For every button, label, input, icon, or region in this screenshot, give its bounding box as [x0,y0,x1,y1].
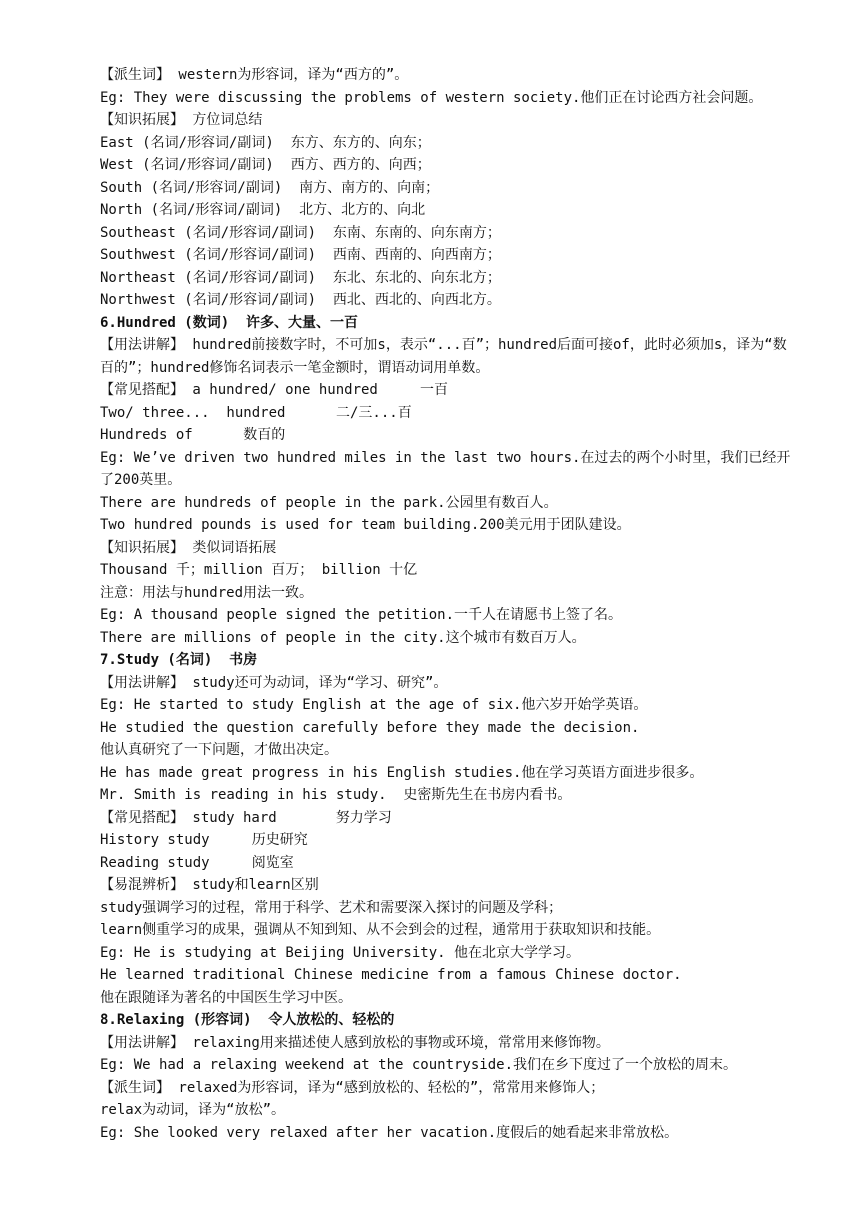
text-line: relax为动词，译为“放松”。 [100,1102,286,1118]
text-line: History study 历史研究 [100,832,308,848]
section-heading: 6.Hundred (数词) 许多、大量、一百 [100,314,359,331]
text-line: Eg: They were discussing the problems of western society.他们正在讨论西方社会问题。 [100,89,763,106]
text-line: South (名词/形容词/副词) 南方、南方的、向南； [100,179,440,196]
text-paragraph: 【用法讲解】 hundred前接数字时，不可加s，表示“...百”；hundred后面可接of，此时必须加s，译为“数百的”；hundred修饰名词表示一笔金额时，谓语动词用单数。 [100,337,787,376]
text-line: 【派生词】 relaxed为形容词，译为“感到放松的、轻松的”，常常用来修饰人； [100,1079,605,1096]
text-line: 【易混辨析】 study和learn区别 [100,877,319,893]
text-line: West (名词/形容词/副词) 西方、西方的、向西； [100,157,431,173]
text-line: Eg: He started to study English at the age of six.他六岁开始学英语。 [100,697,648,713]
text-line: Two/ three... hundred 二/三...百 [100,404,412,421]
text-line: Northwest (名词/形容词/副词) 西北、西北的、向西北方。 [100,292,501,308]
text-paragraph: Eg: We’ve driven two hundred miles in the last two hours.在过去的两个小时里，我们已经开了200英里。 [100,449,791,488]
text-line: 【常见搭配】 study hard 努力学习 [100,809,392,826]
text-line: He has made great progress in his English studies.他在学习英语方面进步很多。 [100,764,704,781]
text-line: North (名词/形容词/副词) 北方、北方的、向北 [100,202,426,218]
section-heading: 8.Relaxing (形容词) 令人放松的、轻松的 [100,1012,395,1028]
text-line: Eg: A thousand people signed the petition.一千人在请愿书上签了名。 [100,607,623,623]
text-line: 【派生词】 western为形容词，译为“西方的”。 [100,67,409,83]
text-line: Eg: We had a relaxing weekend at the countryside.我们在乡下度过了一个放松的周末。 [100,1057,738,1073]
text-line: He studied the question carefully before they made the decision. [100,719,640,736]
text-line: learn侧重学习的成果，强调从不知到知、从不会到会的过程，通常用于获取知识和技能。 [100,922,661,938]
text-line: 他在跟随译为著名的中国医生学习中医。 [100,989,352,1006]
text-line: Hundreds of 数百的 [100,427,286,443]
text-line: study强调学习的过程，常用于科学、艺术和需要深入探讨的问题及学科； [100,899,563,916]
text-line: 【用法讲解】 study还可为动词，译为“学习、研究”。 [100,674,448,691]
text-line: Two hundred pounds is used for team building.200美元用于团队建设。 [100,517,631,533]
text-line: There are millions of people in the city.这个城市有数百万人。 [100,629,586,646]
text-line: Southeast (名词/形容词/副词) 东南、东南的、向东南方； [100,224,501,241]
text-line: Eg: She looked very relaxed after her vacation.度假后的她看起来非常放松。 [100,1124,679,1141]
text-line: Reading study 阅览室 [100,854,294,871]
text-line: 【常见搭配】 a hundred/ one hundred 一百 [100,382,449,398]
section-heading: 7.Study (名词) 书房 [100,652,258,668]
text-line: He learned traditional Chinese medicine from a famous Chinese doctor. [100,967,682,983]
text-line: 【用法讲解】 relaxing用来描述使人感到放松的事物或环境，常常用来修饰物。 [100,1034,610,1051]
document-body [100,64,800,1144]
text-line: 【知识拓展】 类似词语拓展 [100,539,277,556]
text-line: 他认真研究了一下问题，才做出决定。 [100,742,338,758]
text-line: Thousand 千；million 百万； billion 十亿 [100,562,418,578]
text-line: Mr. Smith is reading in his study. 史密斯先生在书房内看书。 [100,787,572,803]
text-line: Southwest (名词/形容词/副词) 西南、西南的、向西南方； [100,247,501,263]
text-line: 注意：用法与hundred用法一致。 [100,584,314,601]
text-line: Eg: He is studying at Beijing University. 他在北京大学学习。 [100,944,581,961]
text-line: East (名词/形容词/副词) 东方、东方的、向东； [100,134,431,151]
text-line: There are hundreds of people in the park.公园里有数百人。 [100,494,558,511]
text-line: 【知识拓展】 方位词总结 [100,112,263,128]
text-line: Northeast (名词/形容词/副词) 东北、东北的、向东北方； [100,269,501,286]
